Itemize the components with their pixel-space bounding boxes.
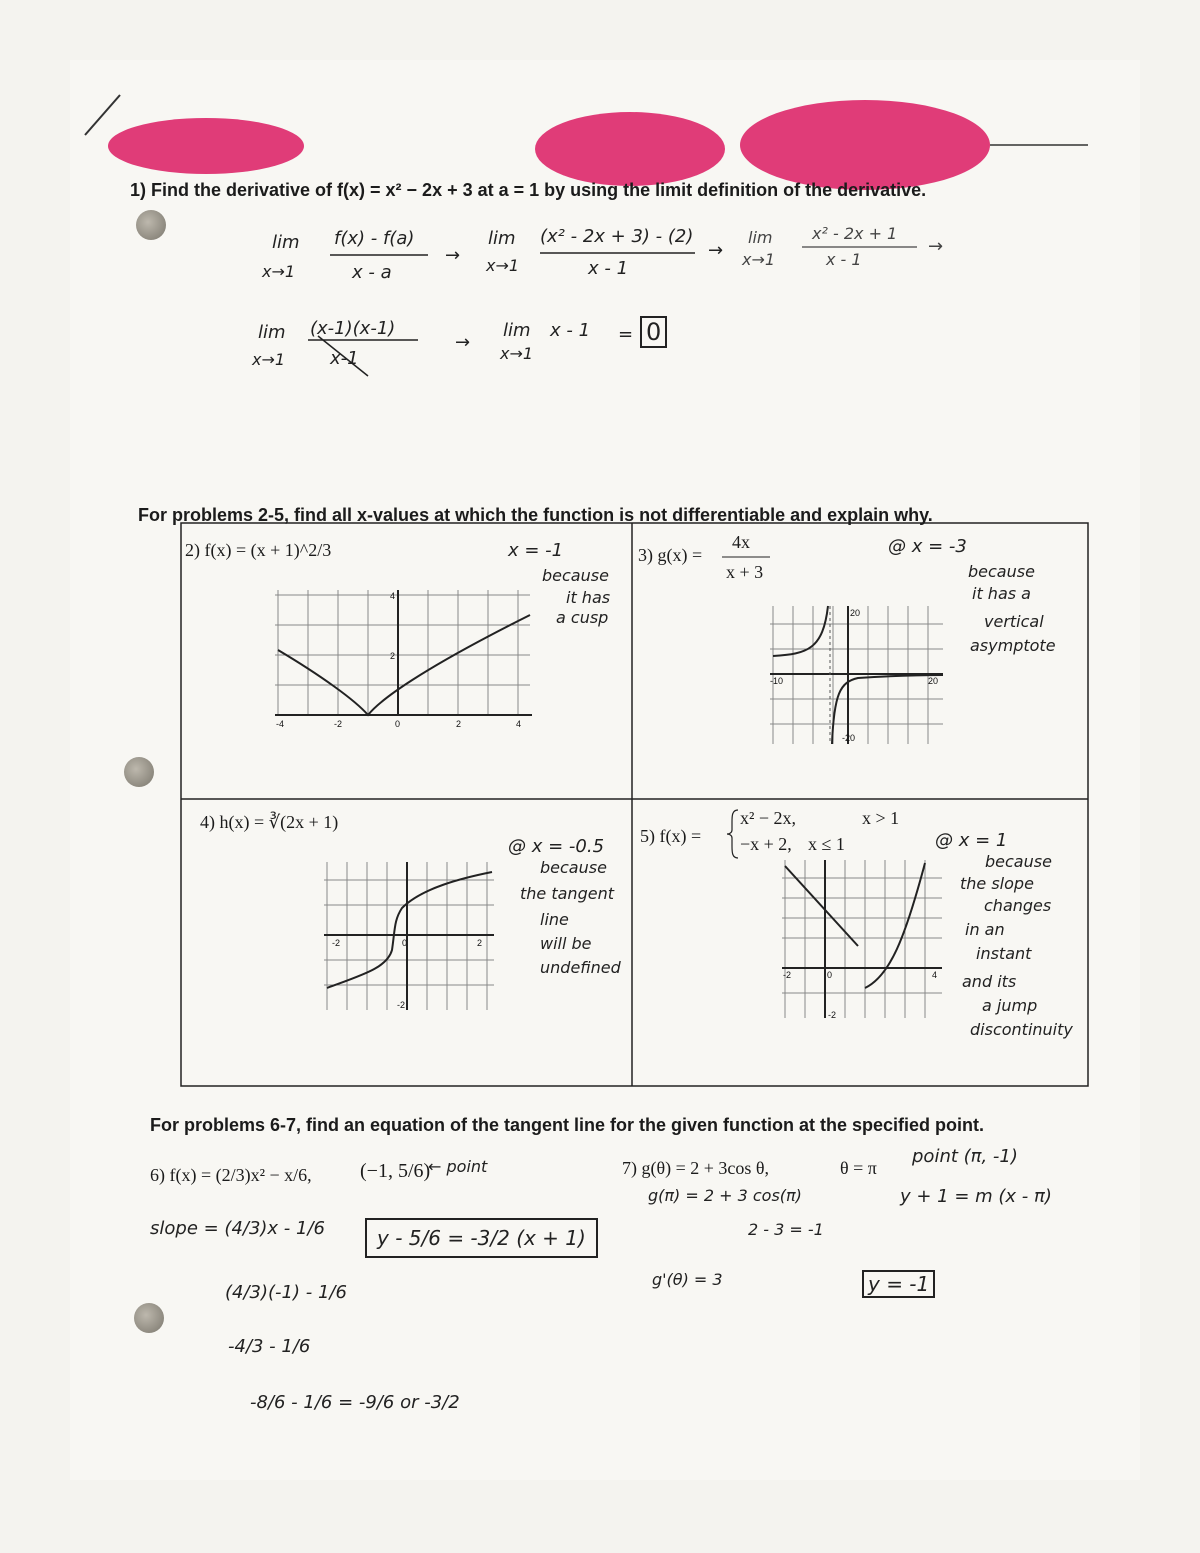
q4-tick-x-2: 2 <box>477 938 483 948</box>
redaction-period <box>740 100 990 190</box>
q4-tick-x-neg2: -2 <box>332 938 341 948</box>
q4-line: line <box>540 910 569 929</box>
q5-case-1: x² − 2x, <box>740 808 797 828</box>
p1-expr-5: x - 1 <box>550 320 591 341</box>
q2-tick-y-4: 4 <box>390 591 396 601</box>
arrow-4: → <box>455 332 471 353</box>
section-3-prompt: For problems 6-7, find an equation of the tangent line for the given function at the specified point. <box>150 1115 985 1135</box>
q3-tick-y-neg20: -20 <box>842 733 856 743</box>
section-2-prompt: For problems 2-5, find all x-values at which the function is not differentiable and explain why. <box>138 505 933 525</box>
q4-will-be: will be <box>540 934 592 953</box>
q4-because: because <box>540 858 607 877</box>
q3-answer: @ x = -3 <box>888 536 967 557</box>
q7-work-2: 2 - 3 = -1 <box>748 1220 824 1239</box>
q7-label: 7) g(θ) = 2 + 3cos θ, <box>622 1158 770 1178</box>
q5-tick-x-4: 4 <box>932 970 938 980</box>
q3-numerator: 4x <box>732 532 750 552</box>
p1-lim-1: lim <box>272 232 300 253</box>
q4-undefined: undefined <box>540 958 621 977</box>
q6-work-1: slope = (4/3)x - 1/6 <box>150 1218 325 1239</box>
q2-tick-x-neg4: -4 <box>276 719 285 729</box>
q2-tick-x-2: 2 <box>456 719 462 729</box>
q5-instant: instant <box>976 944 1032 963</box>
q6-work-2: (4/3)(-1) - 1/6 <box>225 1282 347 1303</box>
q2-a-cusp: a cusp <box>556 608 609 627</box>
p1-lim-3: lim <box>748 228 773 247</box>
q3-graph <box>768 604 948 754</box>
p1-den-4: x-1 <box>330 348 359 369</box>
fraction-bar <box>802 244 922 250</box>
q5-brace <box>726 808 740 860</box>
q5-the-slope: the slope <box>960 874 1034 893</box>
q3-asymptote: asymptote <box>970 636 1056 655</box>
p1-sub-1: x→1 <box>262 262 296 281</box>
q7-work-1: g(π) = 2 + 3 cos(π) <box>648 1186 802 1205</box>
p1-den-1: x - a <box>352 262 392 283</box>
binder-hole-top <box>136 210 166 240</box>
p1-lim-5: lim <box>503 320 531 341</box>
q2-curve <box>278 615 530 715</box>
q4-label: 4) h(x) = ∛(2x + 1) <box>200 812 339 832</box>
redaction-name <box>108 118 304 174</box>
q3-tick-y-20: 20 <box>850 608 861 618</box>
q3-tick-x-neg10: -10 <box>770 676 784 686</box>
p1-equals: = <box>618 324 634 345</box>
q6-answer-box: y - 5/6 = -3/2 (x + 1) <box>365 1218 598 1258</box>
q7-condition: θ = π <box>840 1158 877 1178</box>
binder-hole-bottom <box>134 1303 164 1333</box>
q5-discontinuity: discontinuity <box>970 1020 1073 1039</box>
q5-changes: changes <box>984 896 1052 915</box>
q5-tick-x-0: 0 <box>827 970 833 980</box>
q6-label: 6) f(x) = (2/3)x² − x/6, <box>150 1165 312 1185</box>
arrow-1: → <box>445 245 461 266</box>
q2-tick-x-neg2: -2 <box>334 719 343 729</box>
p1-num-3: x² - 2x + 1 <box>812 224 898 243</box>
fraction-bar <box>540 250 700 256</box>
p1-lim-4: lim <box>258 322 286 343</box>
q2-because: because <box>542 566 609 585</box>
q5-graph <box>780 858 945 1023</box>
q7-work-3: g'(θ) = 3 <box>652 1270 723 1289</box>
q4-graph <box>322 860 497 1020</box>
q3-denominator: x + 3 <box>726 562 764 582</box>
q2-it-has: it has <box>566 588 611 607</box>
p1-sub-2: x→1 <box>486 256 520 275</box>
q3-label: 3) g(x) = <box>638 545 703 565</box>
p1-sub-3: x→1 <box>742 250 776 269</box>
p1-den-2: x - 1 <box>588 258 629 279</box>
q5-because: because <box>985 852 1052 871</box>
q2-grid <box>275 590 530 715</box>
q7-point: point (π, -1) <box>912 1146 1018 1167</box>
p1-answer-box: 0 <box>640 316 667 348</box>
q7-tangent-form: y + 1 = m (x - π) <box>900 1186 1052 1207</box>
q5-grid <box>782 860 942 1018</box>
q2-tick-y-2: 2 <box>390 651 396 661</box>
q3-it-has-a: it has a <box>972 584 1031 603</box>
q2-label: 2) f(x) = (x + 1)^2/3 <box>185 540 332 560</box>
q4-tick-y-neg2: -2 <box>397 1000 406 1010</box>
p1-lim-2: lim <box>488 228 516 249</box>
q5-tick-y-neg2: -2 <box>828 1010 837 1020</box>
p1-num-2: (x² - 2x + 3) - (2) <box>540 226 694 247</box>
q2-tick-x-0: 0 <box>395 719 401 729</box>
binder-hole-middle <box>124 757 154 787</box>
q6-point-note: ← point <box>428 1157 488 1176</box>
q3-because: because <box>968 562 1035 581</box>
q5-tick-x-neg2: -2 <box>783 970 792 980</box>
q2-tick-x-4: 4 <box>516 719 522 729</box>
q5-and-its: and its <box>962 972 1017 991</box>
q2-graph <box>270 585 540 735</box>
redaction-date <box>535 112 725 186</box>
q3-vertical: vertical <box>984 612 1044 631</box>
problem-1-prompt: 1) Find the derivative of f(x) = x² − 2x + 3 at a = 1 by using the limit definition of the derivative. <box>130 180 927 200</box>
p1-num-1: f(x) - f(a) <box>334 228 415 249</box>
p1-sub-5: x→1 <box>500 344 534 363</box>
q5-answer: @ x = 1 <box>935 830 1008 851</box>
cancel-strokes <box>308 332 428 378</box>
q3-tick-x-20: 20 <box>928 676 939 686</box>
arrow-2: → <box>708 240 724 261</box>
q4-tick-x-0: 0 <box>402 938 408 948</box>
q5-cond-2: x ≤ 1 <box>808 834 845 854</box>
p1-num-4: (x-1)(x-1) <box>310 318 396 339</box>
q2-answer: x = -1 <box>508 540 564 561</box>
q5-label: 5) f(x) = <box>640 826 702 846</box>
q6-point: (−1, 5/6) <box>360 1160 431 1182</box>
q5-cond-1: x > 1 <box>862 808 900 828</box>
fraction-bar <box>722 555 772 559</box>
p1-den-3: x - 1 <box>826 250 862 269</box>
arrow-3: → <box>928 236 944 257</box>
p1-sub-4: x→1 <box>252 350 286 369</box>
q6-work-4: -8/6 - 1/6 = -9/6 or -3/2 <box>250 1392 460 1413</box>
q6-work-3: -4/3 - 1/6 <box>228 1336 311 1357</box>
q7-answer-box: y = -1 <box>862 1270 935 1298</box>
q5-a-jump: a jump <box>982 996 1038 1015</box>
q5-parabola-right <box>865 863 925 988</box>
q5-in-an: in an <box>965 920 1005 939</box>
q4-the-tangent: the tangent <box>520 884 614 903</box>
q5-case-2: −x + 2, <box>740 834 792 854</box>
name-line <box>990 140 1090 150</box>
fraction-bar <box>330 252 430 258</box>
q4-answer: @ x = -0.5 <box>508 836 605 857</box>
